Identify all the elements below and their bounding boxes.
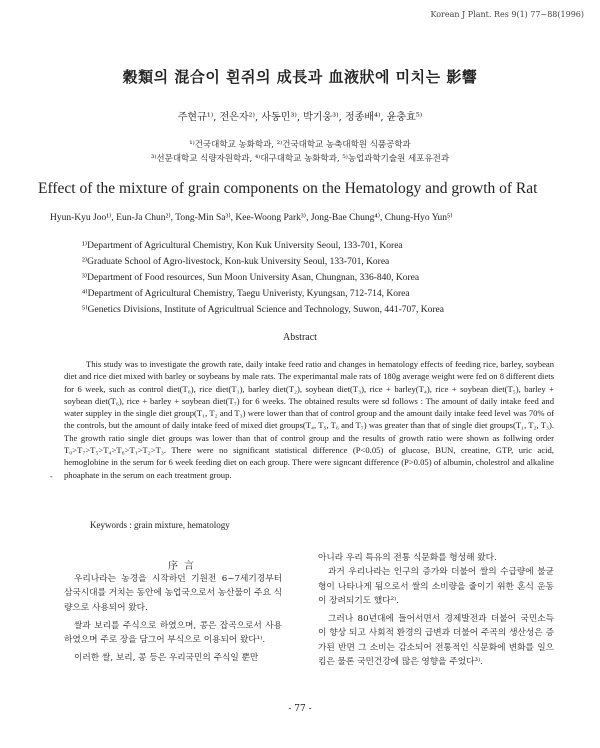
korean-affiliation: ¹⁾건국대학교 농화학과, ²⁾건국대학교 농축대학원 식품공학과	[189, 140, 411, 150]
paragraph: 과거 우리나라는 인구의 증가와 더불어 쌀의 수급량에 불균형이 나타나게 됨으로서 쌀의 소비량을 줄이기 위한 혼식 운동이 장려되기도 했다²⁾.	[318, 567, 554, 606]
left-column	[64, 572, 282, 666]
paragraph: 쌀과 보리를 주식으로 하였으며, 콩은 잡곡으로서 사용하였으며 주로 장을 담그어 부식으로 이용되어 왔다¹⁾.	[64, 620, 282, 646]
english-affiliation: ⁵⁾Genetics Divisions, Institute of Agricultrual Science and Technology, Suwon, 441-707, Korea	[82, 305, 444, 315]
english-authors: Hyun-Kyu Joo¹⁾, Eun-Ja Chun²⁾, Tong-Min Sa³⁾, Kee-Woong Park³⁾, Jong-Bae Chung⁴⁾, Chung-Hyo Yun⁵⁾	[50, 213, 453, 223]
paragraph: 우리나라는 농경을 시작하던 기원전 6~7세기경부터 삼국시대를 거치는 동안에 농업국으로서 농산물이 주요 식량으로 사용되어 왔다.	[64, 574, 282, 613]
english-affiliation: ³⁾Department of Food resources, Sun Moon University Asan, Chungnan, 336-840, Korea	[82, 273, 420, 283]
english-affiliation: ⁴⁾Department of Agricultural Chemistry, Taegu Univeristy, Kyungsan, 712-714, Korea	[82, 289, 410, 299]
paragraph: 아니라 우리 특유의 전통 식문화를 형성해 왔다.	[318, 553, 497, 563]
korean-affiliation: ³⁾선문대학교 식량자원학과, ⁴⁾대구대학교 농화학과, ⁵⁾농업과학기술원 세포유전과	[150, 154, 450, 164]
english-affiliation: ¹⁾Department of Agricultural Chemistry, Kon Kuk University Seoul, 133-701, Korea	[82, 241, 403, 251]
page-number: - 77 -	[288, 704, 312, 714]
keywords: Keywords : grain mixture, hematology	[90, 520, 230, 530]
korean-authors: 주현규¹⁾, 전은자²⁾, 사동민³⁾, 박기웅³⁾, 정종배⁴⁾, 윤충효⁵⁾	[177, 112, 423, 123]
english-title: Effect of the mixture of grain components on the Hematology and growth of Rat	[38, 180, 538, 197]
section-heading: 序言	[168, 561, 200, 572]
paragraph: 그러나 80년대에 들어서면서 경제발전과 더불어 국민소득이 향상 되고 사회적 환경의 급변과 더불어 주곡의 생산성은 증가된 반면 그 소비는 감소되어 전통적인 식문화에 변화를 일으킴은 물론 국민건강에 많은 영향을 주었다³⁾.	[318, 614, 554, 668]
abstract-heading: Abstract	[283, 332, 317, 343]
abstract-text: This study was to investigate the growth rate, daily intake feed ratio and changes in hematology effects of feeding rice, barley, soybean diet and rice diet mixed with barley or soybeans by male rats. The experimantal male rats of 180g average weight were fed on 8 different diets for 6 week, such as control diet(T₀), rice diet(T₁), barley diet(T₂), soybean diet(T₃), rice + barley(T₄), rice + soybean diet(T₅), barley + soybean diet(T₆), rice + barley + soybean diet(T₇) for 6 weeks. The obtained results were sd follows : The amount of daily intake feed and water suppley in the single diet group(T₁, T₂ and T₃) were lower than that of control group and the amount daily intake feed level was 70% of the controls, but the amount of daily intake feed of mixed diet groups(T₄, T₅, T₆ and T₇) was greater than that of single diet groups(T₁, T₂, T₃). The growth ratio single diet groups was lower than that of control group and the results of growth ratio were shown as follwing order T₀>T₇>T₅>T₄>T₆>T₁>T₂>T₃. There were no significant statistical difference (P<0.05) of glucose, BUN, creatine, GTP, uric acid, hemoglobine in the serum for 6 week feeding diet on each group. There were signcant difference (P>0.05) of albumin, cholestrol and alkaline phoaphate in the serum on each treatment group.	[64, 359, 554, 480]
margin-mark: -	[50, 472, 53, 481]
english-affiliation: ²⁾Graduate School of Agro-livestock, Kon-kuk University Seoul, 133-701, Korea	[82, 257, 390, 267]
paragraph: 이러한 쌀, 보리, 콩 등은 우리국민의 주식일 뿐만	[74, 653, 259, 664]
journal-citation: Korean J Plant. Res 9(1) 77~88(1996)	[430, 10, 584, 19]
right-column	[318, 551, 554, 669]
korean-title: 穀類의 混合이 흰쥐의 成長과 血液狀에 미치는 影響	[122, 68, 478, 86]
